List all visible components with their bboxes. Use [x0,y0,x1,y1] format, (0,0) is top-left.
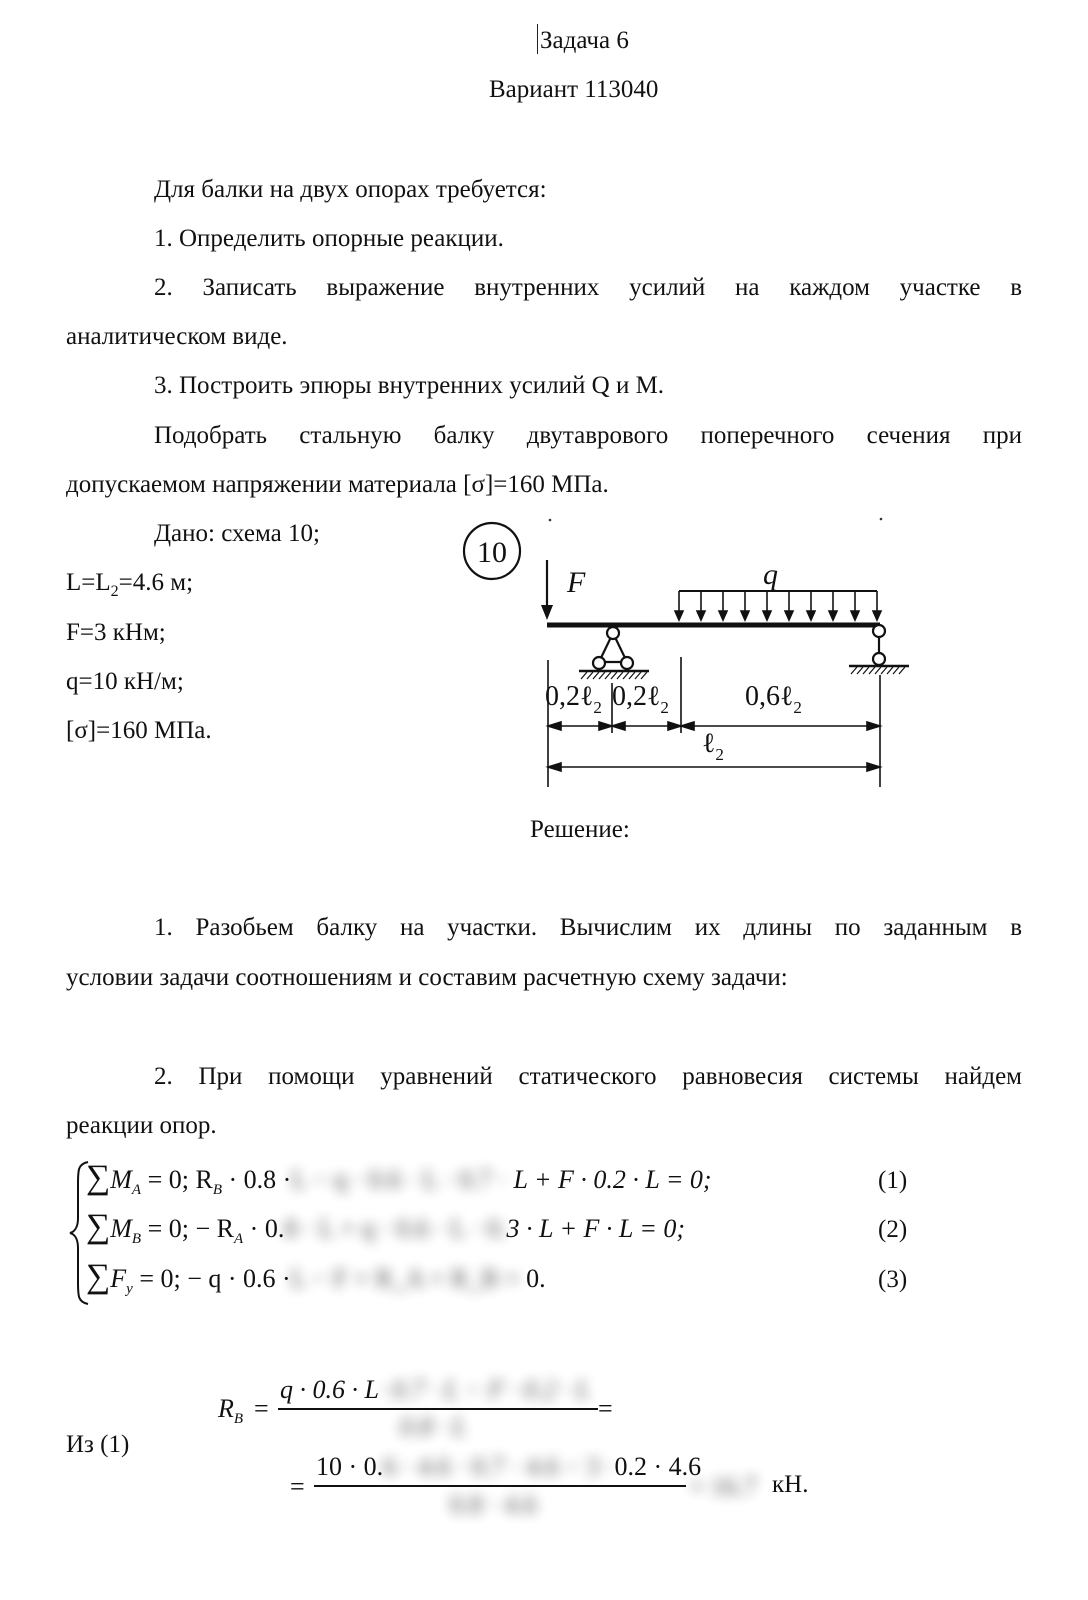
requirement-2-line1: 2. Записать выражение внутренних усилий на каждом участке в [154,274,1022,301]
given-load: q=10 кН/м; [66,668,184,695]
rb-result: = 16.7 [690,1472,757,1501]
dim-label-1: 0,2ℓ$_2$ [545,681,602,717]
rb-equals: = [254,1394,269,1423]
total-length-label: ℓ$_2$ [702,728,724,764]
intro-text: Для балки на двух опорах требуется: [154,176,547,203]
solution-heading: Решение: [530,816,630,843]
step1-line2: условии задачи соотношениям и составим расчетную схему задачи: [66,964,788,991]
rb-symbol: $R_B$ [218,1394,244,1428]
step2-line1: 2. При помощи уравнений статического равновесия системы найдем [154,1063,1022,1090]
text-cursor [537,24,538,54]
support-hatching-b [851,667,905,674]
variant-number: Вариант 113040 [489,76,659,103]
load-arrows [675,591,881,620]
equation-3: $\sum F_y = 0$; − q · 0.6 ·L − F + R_A + R_B = 0. [86,1258,546,1298]
rb-numeric-fraction-bar [314,1485,686,1487]
equation-3-number: (3) [878,1266,908,1293]
rb-unit: кН. [772,1471,809,1498]
support-hatching-a [581,672,647,679]
rb-tail-equals: = [598,1394,613,1423]
task-title: Задача 6 [540,27,629,54]
equation-1: $\sum M_A = 0$; $R_B \cdot 0.8 \cdot L - q \cdot 0.6 \cdot L \cdot 0.7 \cdot L + F \cdot 0.2 \cdot L = 0$; [86,1159,712,1199]
load-label: q [763,558,778,591]
rb-numerator: q · 0.6 · L· 0.7 · L − F · 0.2 · L [280,1375,591,1404]
requirement-3: 3. Построить эпюры внутренних усилий Q и М. [154,372,665,399]
given-length: $L=L_2=4.6$ м; [66,569,194,600]
requirement-1: 1. Определить опорные реакции. [154,225,504,252]
given-force: F=3 кНм; [66,619,166,646]
pinned-support [579,627,649,671]
step1-line1: 1. Разобьем балку на участки. Вычислим их длины по заданным в [154,914,1022,941]
roller-support [849,625,909,666]
from-equation-label: Из (1) [66,1431,130,1458]
equation-1-number: (1) [878,1167,908,1194]
beam-selection-line2: допускаемом напряжении материала [σ]=160 МПа. [66,471,609,498]
equation-2: $\sum M_B = 0$; − $R_A \cdot 0.8 \cdot L + q \cdot 0.6 \cdot L \cdot 0.3 \cdot L + F \cdot L = 0$; [86,1208,686,1248]
rb-denominator: 0.8 · L [400,1412,467,1441]
rb-numeric-denominator: 0.8 · 4.6 [450,1490,537,1519]
step2-line2: реакции опор. [66,1112,217,1139]
given-stress: [σ]=160 МПа. [66,717,212,744]
beam-selection-line1: Подобрать стальную балку двутаврового поперечного сечения при [154,422,1022,449]
dim-label-2: 0,2ℓ$_2$ [612,681,669,717]
requirement-2-line2: аналитическом виде. [66,323,288,350]
dim-label-3: 0,6ℓ$_2$ [745,681,802,717]
equation-2-number: (2) [878,1216,908,1243]
force-label: F [567,566,586,599]
rb-fraction-bar [278,1408,598,1410]
rb-numeric-numerator: 10 · 0.6 · 4.6 · 0.7 · 4.6 − 3 ·0.2 · 4.6 [316,1452,702,1481]
given-scheme: Дано: схема 10; [154,520,320,547]
scheme-number: 10 [477,536,507,569]
rb-second-equals: = [290,1472,305,1501]
beam-diagram [455,505,925,795]
